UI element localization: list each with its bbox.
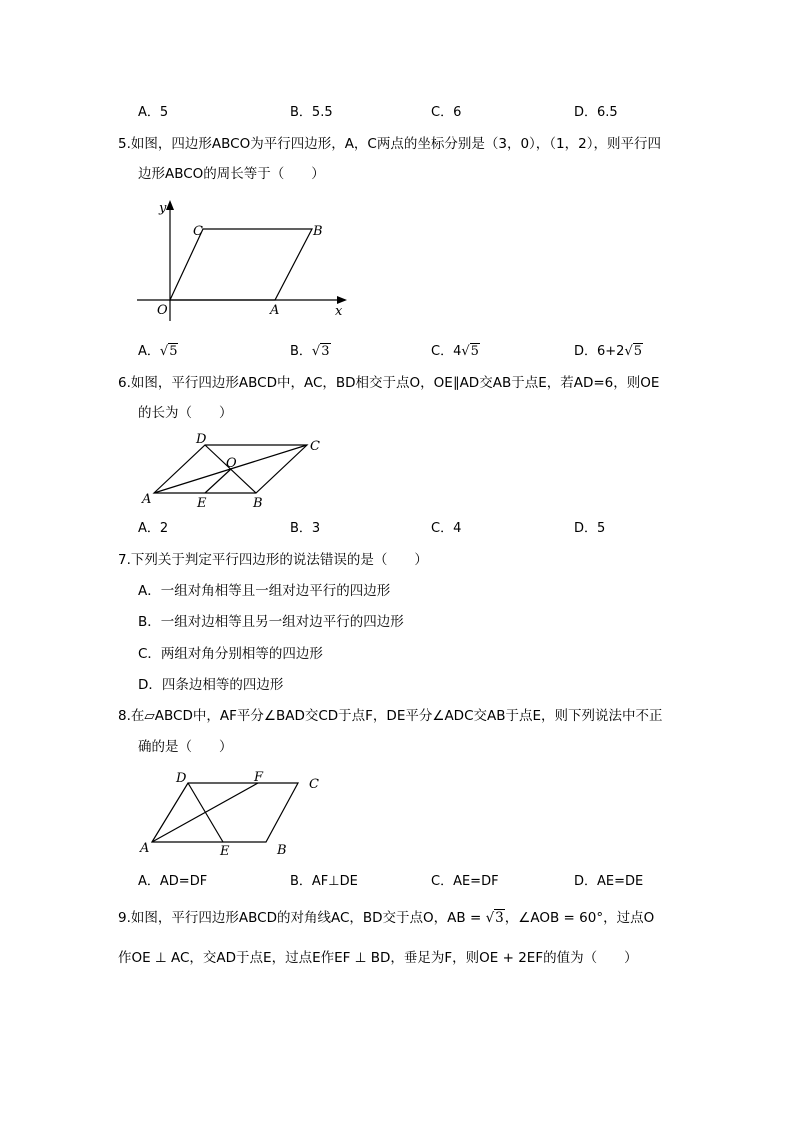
q8-option-a: A．AD=DF (138, 874, 208, 889)
q7-option-b: B．一组对边相等且另一组对边平行的四边形 (138, 614, 404, 630)
q5-label-x: x (335, 304, 343, 319)
q4-option-d: D．6.5 (574, 105, 618, 120)
q6-label-o: O (226, 456, 237, 471)
q6-option-d: D．5 (574, 521, 606, 536)
q8-label-c: C (309, 777, 319, 792)
q5-option-c: C．4√5 (431, 344, 479, 359)
q5-label-y: y (159, 201, 167, 216)
q8-stem-line2: 确的是（ ） (138, 739, 233, 755)
q5-stem-line1: 5.如图，四边形ABCO为平行四边形，A，C两点的坐标分别是（3，0），（1，2），则平行四 (118, 136, 661, 152)
q6-label-a: A (142, 492, 152, 507)
q4-option-b: B．5.5 (290, 105, 333, 120)
q9-stem-line2: 作OE ⊥ AC，交AD于点E，过点E作EF ⊥ BD，垂足为F，则OE + 2EF的值为（ ） (118, 950, 638, 966)
q8-label-e: E (220, 844, 230, 859)
q6-option-c: C．4 (431, 521, 462, 536)
q5-option-b: B．√3 (290, 344, 330, 359)
q8-option-c: C．AE=DF (431, 874, 499, 889)
q5-option-a: A．√5 (138, 344, 178, 359)
q5-label-b: B (313, 224, 323, 239)
q7-option-a: A．一组对角相等且一组对边平行的四边形 (138, 583, 391, 599)
q6-label-e: E (197, 496, 207, 511)
q5-stem-line2: 边形ABCO的周长等于（ ） (138, 166, 325, 182)
q8-label-d: D (176, 771, 187, 786)
q7-stem: 7.下列关于判定平行四边形的说法错误的是（ ） (118, 552, 428, 568)
q6-label-b: B (253, 496, 263, 511)
q5-figure (135, 198, 365, 323)
q8-option-d: D．AE=DE (574, 874, 644, 889)
q8-option-b: B．AF⊥DE (290, 874, 358, 889)
q8-label-f: F (254, 770, 264, 785)
q5-option-d: D．6+2√5 (574, 344, 643, 359)
q7-option-d: D．四条边相等的四边形 (138, 677, 284, 693)
q6-option-a: A．2 (138, 521, 169, 536)
q6-stem-line1: 6.如图，平行四边形ABCD中，AC，BD相交于点O，OE∥AD交AB于点E，若AD=6，则OE (118, 375, 660, 391)
q5-label-c: C (193, 224, 203, 239)
q8-stem-line1: 8.在▱ABCD中，AF平分∠BAD交CD于点F，DE平分∠ADC交AB于点E，则下列说法中不正 (118, 708, 663, 724)
q7-option-c: C．两组对角分别相等的四边形 (138, 646, 323, 662)
q5-label-a: A (270, 303, 280, 318)
q6-label-d: D (196, 432, 207, 447)
q9-stem-line1: 9.如图，平行四边形ABCD的对角线AC，BD交于点O，AB = √3，∠AOB = 60°，过点O (118, 910, 655, 926)
q4-option-a: A．5 (138, 105, 169, 120)
q8-figure (138, 768, 338, 858)
q8-label-b: B (277, 843, 287, 858)
q6-figure (140, 430, 340, 510)
q6-label-c: C (310, 439, 320, 454)
q8-label-a: A (140, 841, 150, 856)
q6-stem-line2: 的长为（ ） (138, 405, 233, 421)
q6-option-b: B．3 (290, 521, 321, 536)
q5-label-o: O (157, 303, 168, 318)
q4-option-c: C．6 (431, 105, 462, 120)
